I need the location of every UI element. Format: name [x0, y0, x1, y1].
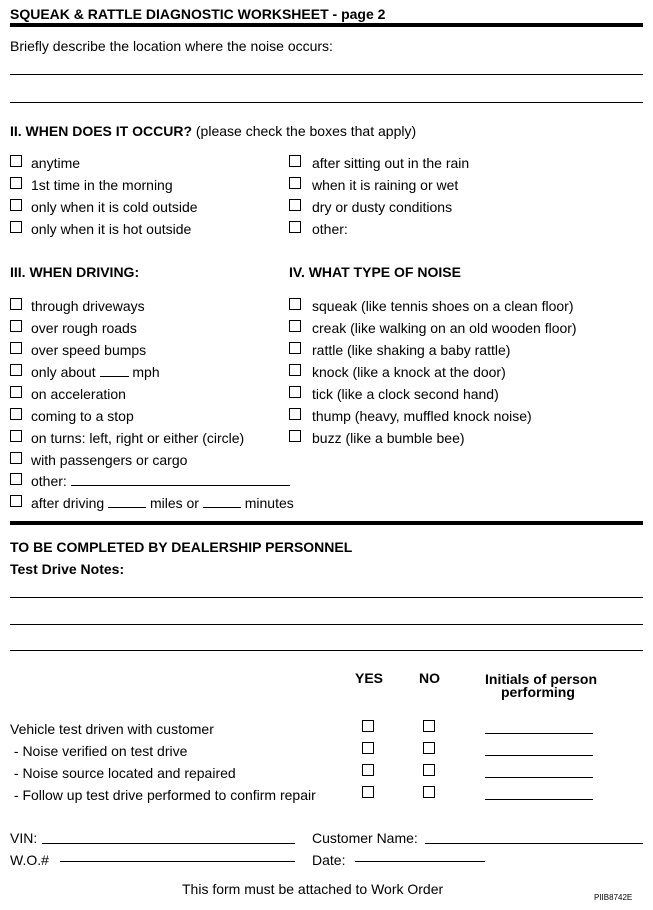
- checkbox-speed-bumps[interactable]: [10, 342, 22, 354]
- initials-line-source-repaired[interactable]: [485, 777, 593, 778]
- row-noise-verified: - Noise verified on test drive: [10, 743, 188, 759]
- option-speed-bumps: over speed bumps: [31, 342, 147, 358]
- checkbox-dusty[interactable]: [289, 199, 301, 211]
- checkbox-rough-roads[interactable]: [10, 320, 22, 332]
- noise-buzz: buzz (like a bumble bee): [312, 430, 465, 446]
- wo-label: W.O.#: [10, 852, 49, 868]
- option-hot: only when it is hot outside: [31, 221, 192, 237]
- checkbox-other-driving[interactable]: [10, 473, 22, 485]
- miles-or-label: miles or: [149, 495, 199, 511]
- form-code: PIIB8742E: [594, 893, 633, 902]
- option-other-occur: other:: [312, 221, 348, 237]
- section4-heading: IV. WHAT TYPE OF NOISE: [289, 264, 461, 280]
- yes-checkbox-noise-verified[interactable]: [362, 742, 374, 754]
- checkbox-rattle[interactable]: [289, 342, 301, 354]
- mph-label: mph: [132, 364, 160, 380]
- initials-line-test-driven[interactable]: [485, 733, 593, 734]
- page-title: SQUEAK & RATTLE DIAGNOSTIC WORKSHEET - page 2: [10, 6, 386, 22]
- initials-line-noise-verified[interactable]: [485, 755, 593, 756]
- checkbox-morning[interactable]: [10, 177, 22, 189]
- dealer-rule: [10, 521, 643, 525]
- customer-name-field[interactable]: [425, 843, 643, 844]
- option-raining: when it is raining or wet: [312, 177, 459, 193]
- other-driving-label: other:: [31, 473, 67, 489]
- noise-rattle: rattle (like shaking a baby rattle): [312, 342, 511, 358]
- noise-creak: creak (like walking on an old wooden floor): [312, 320, 577, 336]
- option-rough-roads: over rough roads: [31, 320, 137, 336]
- location-line-1[interactable]: [10, 74, 643, 75]
- checkbox-buzz[interactable]: [289, 430, 301, 442]
- row-follow-up: - Follow up test drive performed to confirm repair: [10, 787, 316, 803]
- notes-line-3[interactable]: [10, 650, 643, 651]
- no-checkbox-follow-up[interactable]: [423, 786, 435, 798]
- notes-line-2[interactable]: [10, 624, 643, 625]
- checkbox-hot[interactable]: [10, 221, 22, 233]
- date-label: Date:: [312, 852, 346, 868]
- option-acceleration: on acceleration: [31, 386, 126, 402]
- checkbox-anytime[interactable]: [10, 155, 22, 167]
- wo-field[interactable]: [60, 861, 295, 862]
- only-about-label: only about: [31, 364, 96, 380]
- title-rule: [10, 23, 643, 27]
- no-checkbox-test-driven[interactable]: [423, 720, 435, 732]
- other-driving-blank[interactable]: [71, 473, 290, 486]
- minutes-label: minutes: [244, 495, 294, 511]
- checkbox-only-about[interactable]: [10, 364, 22, 376]
- checkbox-acceleration[interactable]: [10, 386, 22, 398]
- checkbox-turns[interactable]: [10, 430, 22, 442]
- section2-heading-wrap: [10, 123, 416, 139]
- option-after-driving: [31, 495, 294, 511]
- notes-line-1[interactable]: [10, 597, 643, 598]
- checkbox-cold[interactable]: [10, 199, 22, 211]
- yes-checkbox-test-driven[interactable]: [362, 720, 374, 732]
- vin-label: VIN:: [10, 830, 38, 846]
- option-passengers: with passengers or cargo: [31, 452, 188, 468]
- no-checkbox-source-repaired[interactable]: [423, 764, 435, 776]
- checkbox-after-driving[interactable]: [10, 495, 22, 507]
- vin-field[interactable]: [42, 843, 295, 844]
- section2-heading: II. WHEN DOES IT OCCUR?: [10, 123, 192, 139]
- option-only-about: [31, 364, 160, 380]
- checkbox-tick[interactable]: [289, 386, 301, 398]
- checkbox-passengers[interactable]: [10, 452, 22, 464]
- option-other-driving: [31, 473, 290, 489]
- col-initials-1: Initials of person: [485, 671, 598, 687]
- location-line-2[interactable]: [10, 102, 643, 103]
- dealer-heading: TO BE COMPLETED BY DEALERSHIP PERSONNEL: [10, 539, 353, 555]
- option-stop: coming to a stop: [31, 408, 134, 424]
- noise-thump: thump (heavy, muffled knock noise): [312, 408, 532, 424]
- yes-checkbox-source-repaired[interactable]: [362, 764, 374, 776]
- noise-squeak: squeak (like tennis shoes on a clean floor): [312, 298, 574, 314]
- checkbox-raining[interactable]: [289, 177, 301, 189]
- yes-checkbox-follow-up[interactable]: [362, 786, 374, 798]
- initials-line-follow-up[interactable]: [485, 799, 593, 800]
- checkbox-squeak[interactable]: [289, 298, 301, 310]
- customer-name-label: Customer Name:: [312, 830, 418, 846]
- date-field[interactable]: [355, 861, 485, 862]
- option-anytime: anytime: [31, 155, 81, 171]
- checkbox-knock[interactable]: [289, 364, 301, 376]
- option-turns: on turns: left, right or either (circle): [31, 430, 245, 446]
- section2-note: (please check the boxes that apply): [195, 123, 417, 139]
- location-prompt: Briefly describe the location where the noise occurs:: [10, 38, 333, 54]
- mph-blank[interactable]: [100, 364, 129, 377]
- test-drive-notes-label: Test Drive Notes:: [10, 561, 125, 577]
- col-initials-2: performing: [501, 684, 575, 700]
- checkbox-rain-sitting[interactable]: [289, 155, 301, 167]
- section3-heading: III. WHEN DRIVING:: [10, 264, 140, 280]
- minutes-blank[interactable]: [203, 495, 241, 508]
- checkbox-stop[interactable]: [10, 408, 22, 420]
- noise-knock: knock (like a knock at the door): [312, 364, 506, 380]
- no-checkbox-noise-verified[interactable]: [423, 742, 435, 754]
- option-morning: 1st time in the morning: [31, 177, 173, 193]
- col-yes: YES: [355, 670, 384, 686]
- noise-tick: tick (like a clock second hand): [312, 386, 499, 402]
- row-source-repaired: - Noise source located and repaired: [10, 765, 236, 781]
- miles-blank[interactable]: [108, 495, 146, 508]
- option-rain-sitting: after sitting out in the rain: [312, 155, 470, 171]
- after-driving-label: after driving: [31, 495, 105, 511]
- option-dusty: dry or dusty conditions: [312, 199, 453, 215]
- option-cold: only when it is cold outside: [31, 199, 198, 215]
- checkbox-thump[interactable]: [289, 408, 301, 420]
- checkbox-other-occur[interactable]: [289, 221, 301, 233]
- footer-note: This form must be attached to Work Order: [182, 881, 444, 897]
- checkbox-creak[interactable]: [289, 320, 301, 332]
- row-test-driven: Vehicle test driven with customer: [10, 721, 214, 737]
- option-driveways: through driveways: [31, 298, 145, 314]
- col-no: NO: [419, 670, 440, 686]
- checkbox-driveways[interactable]: [10, 298, 22, 310]
